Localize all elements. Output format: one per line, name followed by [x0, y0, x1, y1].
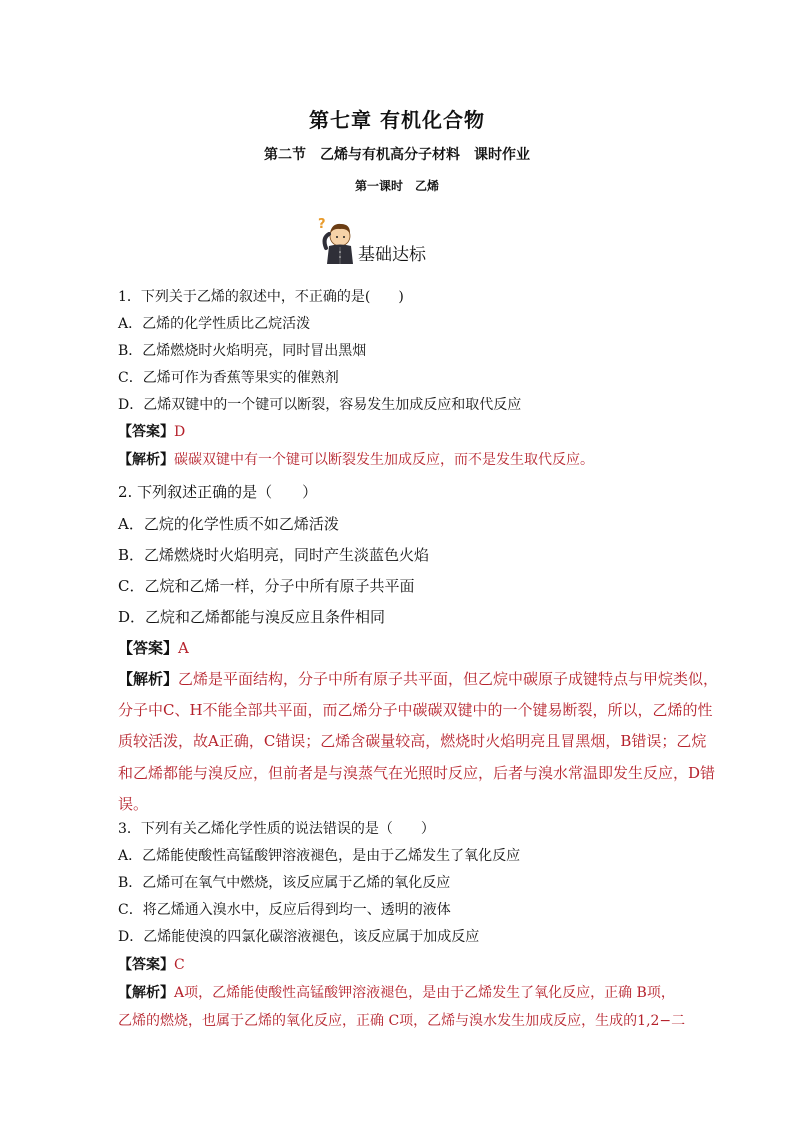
answer-label: 【答案】: [118, 639, 179, 657]
analysis-text: 碳碳双键中有一个键可以断裂发生加成反应，而不是发生取代反应。: [174, 452, 594, 468]
question-2-analysis-line-3: 质较活泼，故A正确，C错误；乙烯含碳量较高，燃烧时火焰明亮且冒黑烟，B错误；乙烷: [118, 732, 707, 750]
analysis-text: A项，乙烯能使酸性高锰酸钾溶液褪色，是由于乙烯发生了氧化反应，正确 B项，: [174, 985, 675, 1001]
question-2-option-b: B．乙烯燃烧时火焰明亮，同时产生淡蓝色火焰: [118, 546, 430, 564]
analysis-label: 【解析】: [118, 985, 174, 1001]
question-1-option-c: C．乙烯可作为香蕉等果实的催熟剂: [118, 370, 339, 386]
chapter-title: 第七章 有机化合物: [309, 108, 485, 132]
section-subtitle: 第二节 乙烯与有机高分子材料 课时作业: [264, 147, 530, 163]
question-2-analysis-line-4: 和乙烯都能与溴反应，但前者是与溴蒸气在光照时反应，后者与溴水常温即发生反应，D错: [118, 764, 716, 782]
analysis-text: 乙烯是平面结构，分子中所有原子共平面，但乙烷中碳原子成键特点与甲烷类似，: [178, 670, 719, 688]
answer-value: A: [178, 639, 189, 657]
question-3-analysis-line-2: 乙烯的燃烧，也属于乙烯的氧化反应，正确 C项，乙烯与溴水发生加成反应，生成的1,2−二: [118, 1013, 686, 1029]
question-2-analysis-line-2: 分子中C、H不能全部共平面，而乙烯分子中碳碳双键中的一个键易断裂，所以，乙烯的性: [118, 701, 713, 719]
question-3-option-a: A．乙烯能使酸性高锰酸钾溶液褪色，是由于乙烯发生了氧化反应: [118, 848, 521, 864]
answer-value: C: [174, 957, 185, 973]
question-1-answer: [118, 421, 185, 441]
answer-label: 【答案】: [118, 957, 174, 973]
question-1-option-a: A．乙烯的化学性质比乙烷活泼: [118, 316, 311, 332]
analysis-label: 【解析】: [118, 670, 179, 688]
question-3-answer: [118, 954, 185, 974]
answer-label: 【答案】: [118, 424, 174, 440]
analysis-label: 【解析】: [118, 452, 174, 468]
question-2-analysis-line-1: [118, 668, 718, 689]
answer-value: D: [174, 424, 186, 440]
question-3-analysis-line-1: [118, 982, 675, 1002]
lesson-subtitle: 第一课时 乙烯: [354, 179, 439, 193]
question-1-stem: 1．下列关于乙烯的叙述中，不正确的是( ): [118, 289, 404, 305]
question-2-analysis-line-5: 误。: [118, 795, 149, 813]
question-3-stem: 3．下列有关乙烯化学性质的说法错误的是（ ）: [118, 821, 435, 837]
question-2-answer: [118, 637, 189, 658]
question-2-stem: 2. 下列叙述正确的是（ ）: [118, 483, 318, 501]
question-1-option-d: D．乙烯双键中的一个键可以断裂，容易发生加成反应和取代反应: [118, 397, 522, 413]
svg-text:?: ?: [318, 217, 326, 232]
question-2-option-c: C．乙烷和乙烯一样，分子中所有原子共平面: [118, 577, 415, 595]
section-badge-label: 基础达标: [358, 245, 426, 265]
question-2-option-d: D．乙烷和乙烯都能与溴反应且条件相同: [118, 608, 386, 626]
question-2-option-a: A．乙烷的化学性质不如乙烯活泼: [118, 515, 339, 533]
question-1-analysis: [118, 449, 594, 469]
question-3-option-b: B．乙烯可在氧气中燃烧，该反应属于乙烯的氧化反应: [118, 875, 451, 891]
question-3-option-c: C．将乙烯通入溴水中，反应后得到均一、透明的液体: [118, 902, 451, 918]
question-1-option-b: B．乙烯燃烧时火焰明亮，同时冒出黑烟: [118, 343, 367, 359]
question-3-option-d: D．乙烯能使溴的四氯化碳溶液褪色，该反应属于加成反应: [118, 929, 480, 945]
